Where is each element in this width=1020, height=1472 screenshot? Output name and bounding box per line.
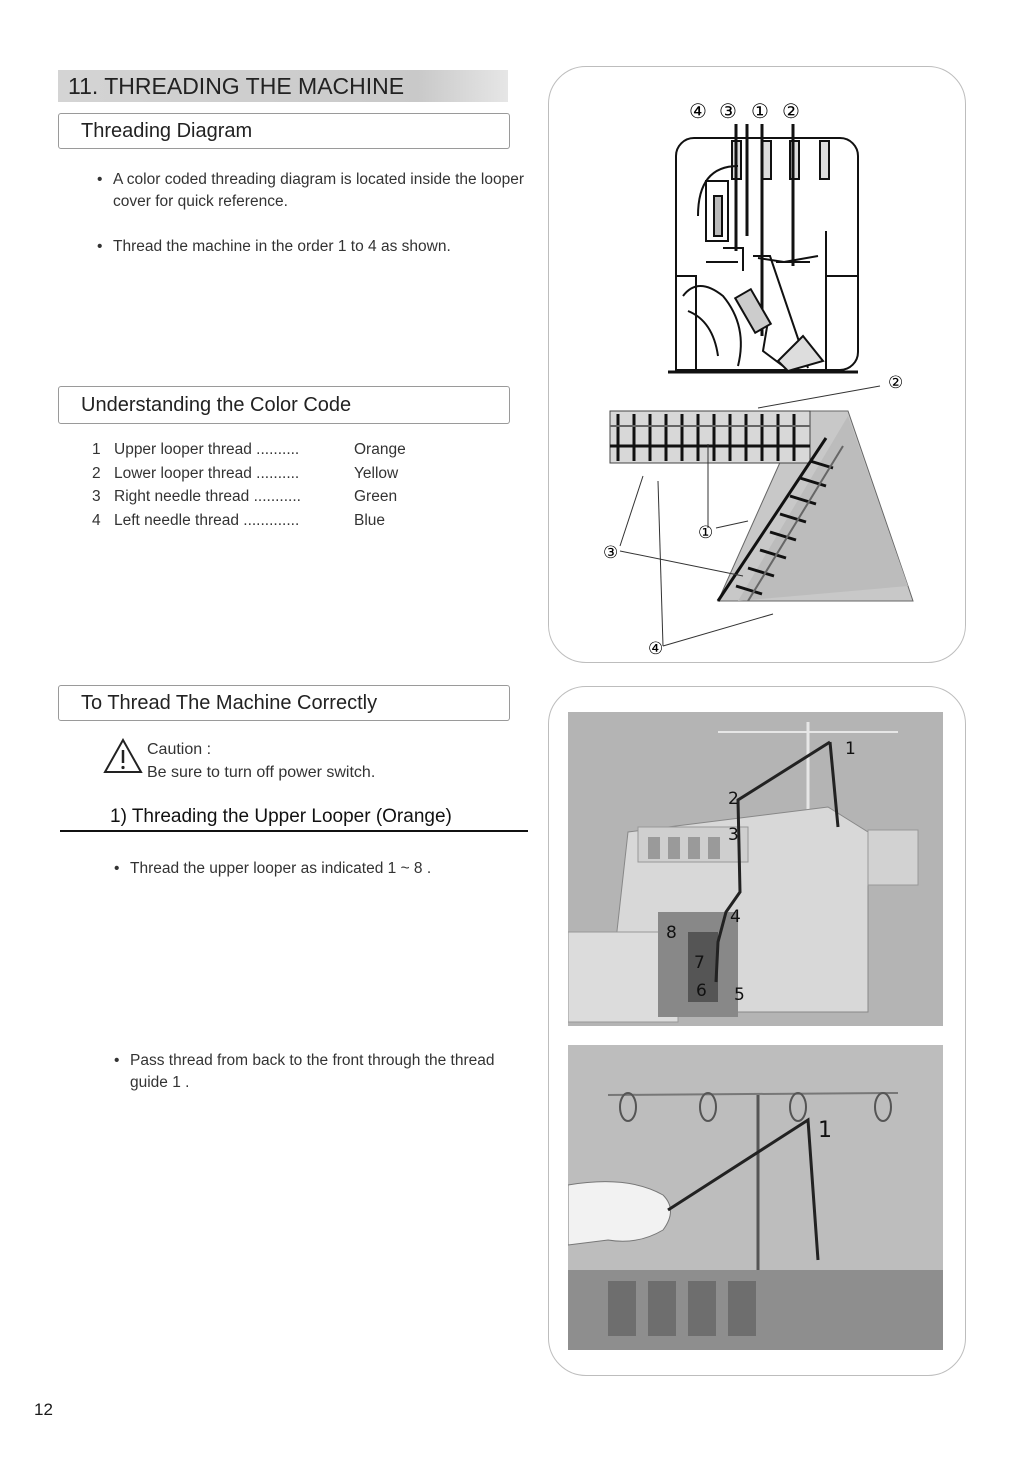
bullet-color-diagram: • A color coded threading diagram is located inside the looper cover for quick reference. [97,171,525,210]
color-code-table [92,438,406,532]
photo-callout: 4 [730,907,741,927]
bullet-text: Thread the upper looper as indicated 1 ~ 8 . [130,860,432,877]
top-number: ③ [719,99,737,123]
machine-photo-upper-looper [568,712,943,1026]
color-code-heading: Understanding the Color Code [58,386,510,424]
row-number: 2 [92,464,101,482]
machine-photo-drawing [568,712,943,1026]
photo-callout: 8 [666,923,677,943]
bullet-text: Pass thread from back to the front through the thread guide 1 . [130,1052,495,1091]
row-number: 3 [92,488,101,505]
top-number: ① [751,99,769,123]
row-number: 4 [92,511,101,529]
color-code-row [92,462,406,486]
stitch-callout: ② [888,373,904,393]
row-color: Yellow [354,464,399,482]
section-title: 11. THREADING THE MACHINE [58,70,508,102]
caution-text: Be sure to turn off power switch. [147,764,376,781]
thread-correctly-heading: To Thread The Machine Correctly [58,685,510,721]
top-number: ② [782,99,800,123]
color-code-row [92,485,406,509]
stitch-fabric-diagram [603,373,913,659]
machine-diagram [668,124,858,372]
row-color: Blue [354,511,386,529]
upper-looper-subheading: 1) Threading the Upper Looper (Orange) [60,806,528,832]
bullet-thread-order: • Thread the machine in the order 1 to 4 as shown. [97,238,451,255]
color-code-row [92,509,406,533]
caution-icon [103,738,143,774]
top-number: ④ [689,99,707,123]
stitch-callout: ④ [648,639,664,659]
photo-callout: 7 [694,953,705,973]
thread-guide-photo-drawing [568,1045,943,1350]
row-thread: Left needle thread ............. [114,511,300,529]
photo-callout: 2 [728,789,739,809]
row-color: Orange [354,441,406,458]
photo-callout: 3 [728,825,739,845]
row-number: 1 [92,441,101,458]
thread-guide-photo [568,1045,943,1350]
row-thread: Lower looper thread .......... [114,464,300,482]
row-thread: Right needle thread ........... [114,488,301,505]
photo-callout: 1 [845,739,856,759]
threading-diagram-heading: Threading Diagram [58,113,510,149]
caution-title: Caution : [147,741,212,758]
photo-callout: 5 [734,985,745,1005]
row-thread: Upper looper thread .......... [114,441,300,458]
page-number: 12 [34,1400,53,1419]
bullet-text: Thread the machine in the order 1 to 4 as shown. [113,238,451,255]
color-code-row [92,438,406,462]
bullet-text: A color coded threading diagram is located inside the looper cover for quick reference. [113,171,525,210]
photo-callout: 1 [818,1118,832,1143]
stitch-callout: ③ [603,543,619,563]
bullet-thread-guide: • Pass thread from back to the front through the thread guide 1 . [114,1052,495,1091]
photo-callout: 6 [696,981,707,1001]
bullet-thread-upper-looper: • Thread the upper looper as indicated 1 ~ 8 . [114,860,432,877]
stitch-callout: ① [698,523,714,543]
row-color: Green [354,488,398,505]
threading-diagram-illustration [548,66,966,663]
